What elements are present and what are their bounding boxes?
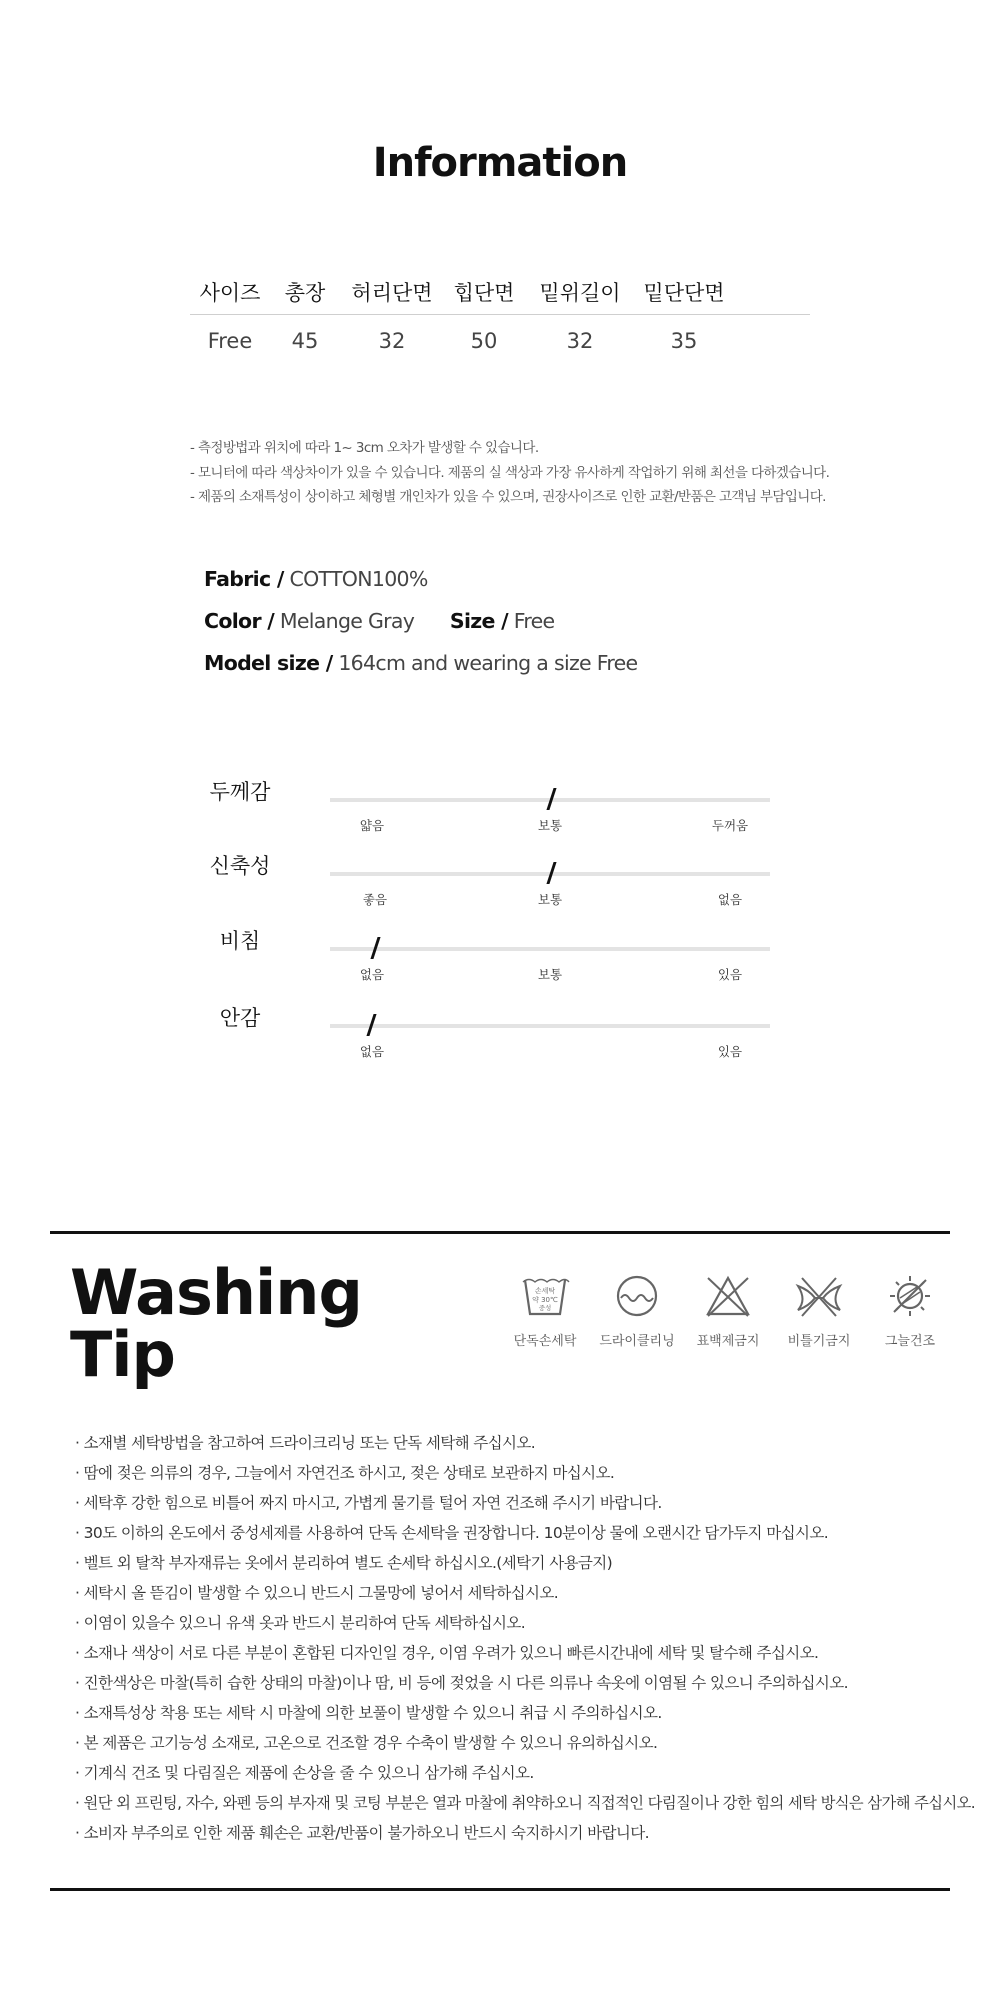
- scale-label: 보통: [537, 892, 563, 907]
- size-value-cell: 32: [566, 329, 594, 353]
- shade-dry-item: [865, 1272, 955, 1349]
- scale-sheerness: [200, 925, 780, 985]
- size-header-cell: 허리단면: [351, 281, 433, 305]
- color-value: Melange Gray: [279, 609, 415, 633]
- dry-clean-item: [592, 1272, 682, 1349]
- tip-item: · 소비자 부주의로 인한 제품 훼손은 교환/반품이 불가하오니 반드시 숙지하시기 바랍니다.: [75, 1824, 649, 1842]
- no-wring-icon: [793, 1272, 845, 1320]
- scale-label: 있음: [717, 967, 743, 982]
- tip-item: · 본 제품은 고기능성 소재로, 고온으로 건조할 경우 수축이 발생할 수 있으니 유의하십시오.: [75, 1734, 658, 1752]
- size-value-cell: 45: [291, 329, 319, 353]
- washing-tips: [75, 1428, 975, 1848]
- fabric-value: COTTON100%: [289, 567, 428, 591]
- scale-label: 보통: [537, 818, 563, 833]
- scale-track: [330, 947, 770, 951]
- hand-wash-item: [500, 1272, 590, 1349]
- model-value: 164cm and wearing a size Free: [338, 651, 638, 675]
- scale-label: 보통: [537, 967, 563, 982]
- tip-item: · 세탁후 강한 힘으로 비틀어 짜지 마시고, 가볍게 물기를 털어 자연 건조해 주시기 바랍니다.: [75, 1494, 662, 1512]
- size-value-cell: Free: [207, 329, 253, 353]
- size-header-cell: 사이즈: [199, 281, 261, 305]
- color-size-line: [204, 600, 637, 642]
- product-specs: [204, 558, 637, 684]
- size-value-cell: 50: [470, 329, 498, 353]
- scale-label: 있음: [717, 1044, 743, 1059]
- scale-name: 신축성: [209, 854, 271, 878]
- fabric-line: [204, 558, 637, 600]
- washing-title-line: Tip: [70, 1318, 175, 1391]
- tip-item: · 소재특성상 착용 또는 세탁 시 마찰에 의한 보풀이 발생할 수 있으니 취급 시 주의하십시오.: [75, 1704, 662, 1722]
- note-line: - 제품의 소재특성이 상이하고 체형별 개인차가 있을 수 있으며, 권장사이즈로 인한 교환/반품은 고객님 부담입니다.: [190, 489, 826, 505]
- tip-item: · 소재별 세탁방법을 참고하여 드라이크리닝 또는 단독 세탁해 주십시오.: [75, 1434, 536, 1452]
- size-header-cell: 밑단단면: [643, 281, 725, 305]
- hand-wash-icon-text: 손세탁: [534, 1287, 556, 1295]
- size-table: [190, 272, 810, 365]
- scale-label: 없음: [359, 967, 385, 982]
- tip-item: · 진한색상은 마찰(특히 습한 상태의 마찰)이나 땀, 비 등에 젖었을 시 다른 의류나 속옷에 이염될 수 있으니 주의하십시오.: [75, 1674, 848, 1692]
- size-table-header: [190, 272, 810, 315]
- size-value-cell: 32: [378, 329, 406, 353]
- icon-label: 비틀기금지: [787, 1334, 851, 1349]
- scale-label: 두꺼움: [711, 818, 749, 833]
- tip-item: · 세탁시 올 뜯김이 발생할 수 있으니 반드시 그물망에 넣어서 세탁하십시오.: [75, 1584, 559, 1602]
- shade-dry-icon: [884, 1272, 936, 1320]
- scale-name: 두께감: [209, 780, 271, 804]
- note-line: - 측정방법과 위치에 따라 1~ 3cm 오차가 발생할 수 있습니다.: [190, 440, 539, 456]
- fabric-label: Fabric /: [204, 567, 284, 591]
- model-label: Model size /: [204, 651, 333, 675]
- size-value: Free: [513, 609, 555, 633]
- icon-label: 표백제금지: [696, 1334, 760, 1349]
- scale-label: 얇음: [359, 818, 385, 833]
- scale-lining: [200, 1002, 780, 1062]
- size-value-cell: 35: [670, 329, 698, 353]
- scale-label: 없음: [359, 1044, 385, 1059]
- hand-wash-icon: [519, 1272, 571, 1320]
- washing-bottom-rule: [50, 1888, 950, 1891]
- tip-item: · 기계식 건조 및 다림질은 제품에 손상을 줄 수 있으니 삼가해 주십시오.: [75, 1764, 534, 1782]
- no-wring-item: [774, 1272, 864, 1349]
- scale-track: [330, 1024, 770, 1028]
- note-line: - 모니터에 따라 색상차이가 있을 수 있습니다. 제품의 실 색상과 가장 유사하게 작업하기 위해 최선을 다하겠습니다.: [190, 464, 830, 481]
- tip-item: · 이염이 있을수 있으니 유색 옷과 반드시 분리하여 단독 세탁하십시오.: [75, 1614, 526, 1632]
- tip-item: · 소재나 색상이 서로 다른 부분이 혼합된 디자인일 경우, 이염 우려가 있으니 빠른시간내에 세탁 및 탈수해 주십시오.: [75, 1644, 819, 1662]
- no-bleach-item: [683, 1272, 773, 1349]
- size-header-cell: 밑위길이: [539, 281, 621, 305]
- size-table-row: [190, 315, 810, 365]
- size-header-cell: 총장: [284, 281, 326, 305]
- no-bleach-icon: [702, 1272, 754, 1320]
- color-label: Color /: [204, 609, 275, 633]
- model-line: [204, 642, 637, 684]
- washing-title-line: Washing: [70, 1256, 362, 1329]
- tip-item: · 벨트 외 탈착 부자재류는 옷에서 분리하여 별도 손세탁 하십시오.(세탁기 사용금지): [75, 1554, 613, 1572]
- scale-name: 안감: [219, 1006, 261, 1030]
- page-title: Information: [372, 140, 628, 186]
- icon-label: 그늘건조: [884, 1334, 936, 1349]
- icon-label: 단독손세탁: [513, 1334, 577, 1349]
- scale-name: 비침: [219, 929, 261, 953]
- hand-wash-icon-text: 중성: [538, 1304, 552, 1312]
- measurement-notes: [190, 436, 840, 510]
- tip-item: · 땀에 젖은 의류의 경우, 그늘에서 자연건조 하시고, 젖은 상태로 보관하지 마십시오.: [75, 1464, 615, 1482]
- scale-thickness: [200, 776, 780, 836]
- size-label: Size /: [449, 609, 508, 633]
- scale-label: 좋음: [362, 892, 388, 907]
- tip-item: · 30도 이하의 온도에서 중성세제를 사용하여 단독 손세탁을 권장합니다. 10분이상 물에 오랜시간 담가두지 마십시오.: [75, 1524, 829, 1542]
- washing-top-rule: [50, 1231, 950, 1234]
- icon-label: 드라이클리닝: [599, 1334, 675, 1349]
- size-header-cell: 힙단면: [453, 281, 515, 305]
- washing-title: [70, 1256, 362, 1391]
- dry-clean-icon: [611, 1272, 663, 1320]
- scale-stretch: [200, 850, 780, 910]
- tip-item: · 원단 외 프린팅, 자수, 와펜 등의 부자재 및 코팅 부분은 열과 마찰에 취약하오니 직접적인 다림질이나 강한 힘의 세탁 방식은 삼가해 주십시오.: [75, 1794, 976, 1812]
- hand-wash-icon-text: 약 30℃: [532, 1296, 558, 1304]
- scale-label: 없음: [717, 892, 743, 907]
